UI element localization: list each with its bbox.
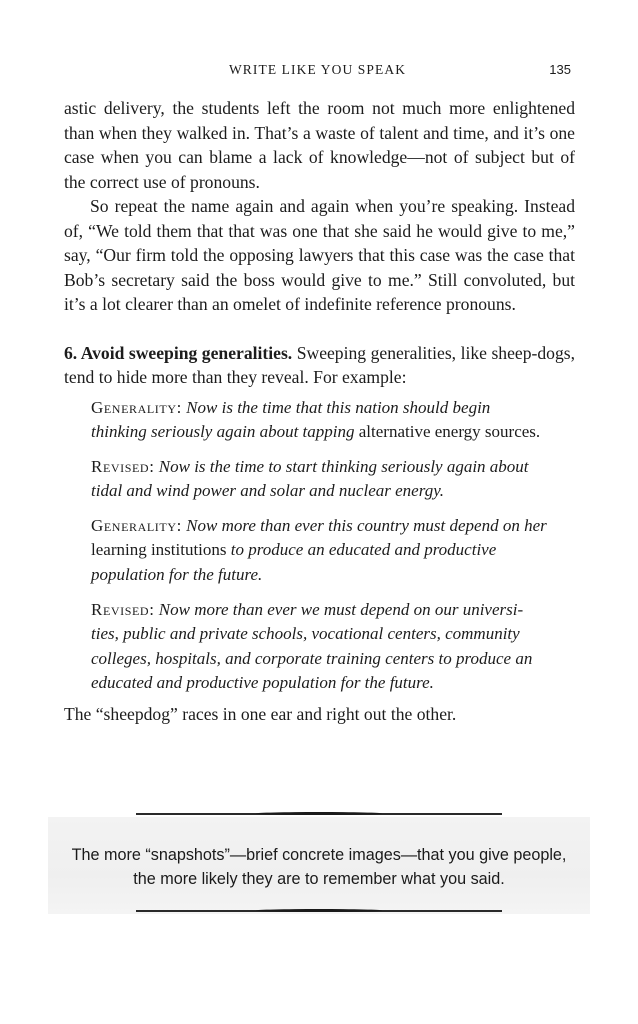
example-generality-1 <box>91 396 548 445</box>
pull-quote-text <box>48 843 590 891</box>
pull-quote-line-1: The more “snapshots”—brief concrete images—that you give people, <box>71 846 567 864</box>
example-label: Revised: <box>91 456 155 476</box>
body-text <box>64 96 575 727</box>
example-italic: Now is the time to start thinking seriously again about tidal and wind power and solar and nuclear energy. <box>91 456 529 501</box>
example-revised-2 <box>91 598 548 696</box>
example-roman: alternative energy sources. <box>354 422 541 442</box>
example-italic: Now more than ever this country must depend on her <box>186 515 547 535</box>
page-number: 135 <box>549 62 571 77</box>
example-revised-1 <box>91 455 548 504</box>
section-heading: 6. Avoid sweeping generalities. <box>64 342 293 363</box>
paragraph-repeat-name: So repeat the name again and again when you’re speaking. Instead of, “We told them that that was one that she said he would give to me,” say, “Our firm told the opposing lawyers that this case was the case that Bob’s secretary said the boss would give to me.” Still convoluted, but it’s a lot clearer than an omelet of indefinite reference pronouns. <box>64 196 575 314</box>
example-label: Generality: <box>91 515 182 535</box>
section-avoid-generalities <box>64 341 575 390</box>
ornamental-rule-top <box>136 813 502 815</box>
pull-quote-line-2: the more likely they are to remember what you said. <box>133 870 505 888</box>
section-intro: Sweeping generalities, like sheep-dogs, tend to hide more than they reveal. For example: <box>64 342 575 387</box>
page-header <box>64 62 571 80</box>
running-head: WRITE LIKE YOU SPEAK <box>228 62 407 77</box>
example-italic: Now more than ever we must depend on our universi-ties, public and private schools, vocational centers, community colleges, hospitals, and corporate training centers to produce an educated and productive population for the future. <box>91 599 533 693</box>
ornamental-rule-bottom <box>136 910 502 912</box>
example-roman: learning institutions <box>91 540 231 560</box>
example-italic-end: to produce an educated and productive population for the future. <box>91 540 497 585</box>
example-label: Generality: <box>91 397 182 417</box>
example-italic: Now is the time that this nation should begin thinking seriously again about tapping <box>91 397 491 442</box>
paragraph-closing: The “sheepdog” races in one ear and right out the other. <box>64 704 457 725</box>
example-generality-2 <box>91 514 548 588</box>
pull-quote-box <box>48 817 590 914</box>
example-label: Revised: <box>91 599 155 619</box>
paragraph-continuation: astic delivery, the students left the room not much more enlightened than when they walked in. That’s a waste of talent and time, and it’s one case when you can blame a lack of knowledge—not of subject but of the correct use of pronouns. <box>64 98 575 192</box>
